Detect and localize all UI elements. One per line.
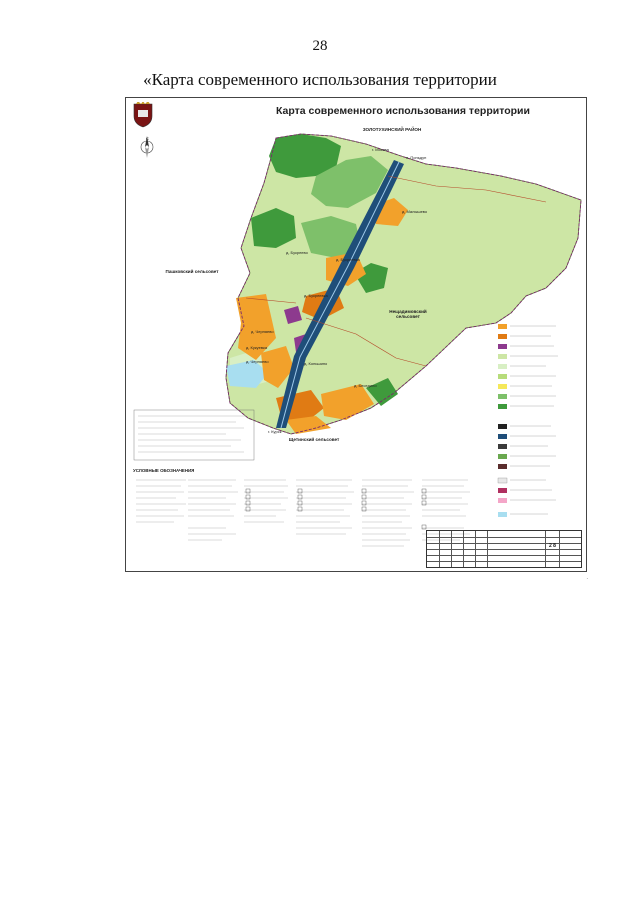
label-west-council: Пашковский сельсовет — [165, 269, 219, 274]
map-title: Карта современного использования территории — [276, 105, 530, 117]
svg-text:С: С — [146, 136, 149, 141]
title-block — [426, 530, 582, 568]
color-legend — [126, 98, 586, 571]
page-heading: «Карта современного использования территории — [143, 70, 497, 89]
label-village-3: д. Букреевка — [336, 257, 360, 262]
label-pogozhee: п. Поньдун — [406, 155, 427, 160]
label-village-7: д. Кукуевка — [246, 345, 268, 350]
label-village-9: д. Беседино — [354, 383, 377, 388]
map-sheet — [125, 97, 587, 572]
label-east-council: Нещадимовский сельсовет — [389, 309, 427, 319]
label-south-council: Щетинский сельсовет — [288, 437, 340, 442]
label-village-4: д. Букреевка — [304, 293, 328, 298]
label-village-2: д. Букреево — [286, 250, 308, 255]
label-kursk: г. Курск — [268, 429, 282, 434]
legend-heading: УСЛОВНЫЕ ОБОЗНАЧЕНИЯ — [133, 468, 195, 473]
label-moscow: г. Москва — [372, 147, 389, 152]
label-village-1: д. Малышево — [402, 209, 428, 214]
label-north-district: ЗОЛОТУХИНСКИЙ РАЙОН — [362, 127, 422, 132]
sheet-number: 2 8 — [549, 543, 556, 549]
label-village-5: д. Черняево — [251, 329, 274, 334]
page-mark: · — [586, 577, 588, 582]
label-village-8: д. Черняево — [246, 359, 269, 364]
page-number: 28 — [312, 38, 328, 54]
label-village-6: д. Коньшино — [304, 361, 328, 366]
